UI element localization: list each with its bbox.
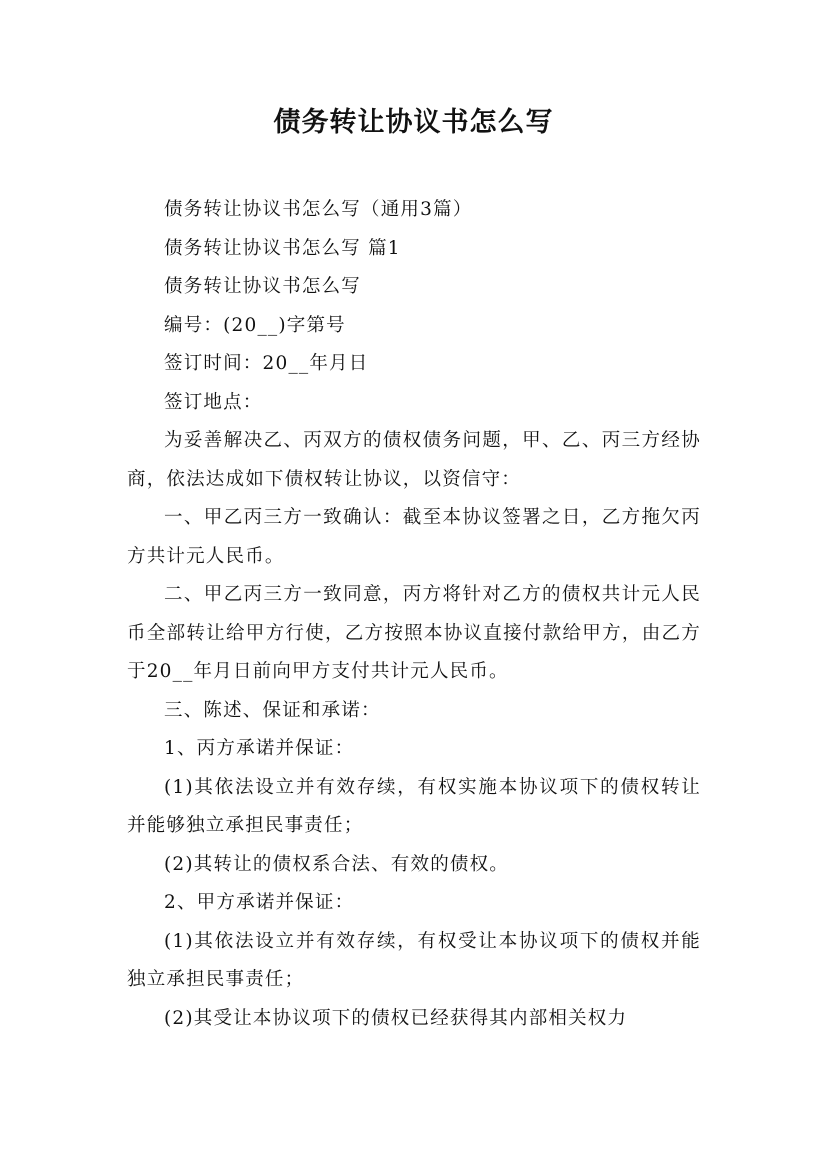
paragraph-clause-3: 三、陈述、保证和承诺： xyxy=(164,699,381,721)
paragraph-subtitle: 债务转让协议书怎么写（通用3篇） xyxy=(164,199,473,220)
paragraph-signing-place: 签订地点： xyxy=(164,391,263,413)
paragraph-agreement-name: 债务转让协议书怎么写 xyxy=(164,276,362,297)
document-body xyxy=(127,191,701,1038)
paragraph-clause-2: 二、甲乙丙三方一致同意，丙方将针对乙方的债权共计元人民币全部转让给甲方行使，乙方按照本协议直接付款给甲方，由乙方于20__年月日前向甲方支付共计元人民币。 xyxy=(127,584,701,682)
paragraph-preamble: 为妥善解决乙、丙双方的债权债务问题，甲、乙、丙三方经协商，依法达成如下债权转让协议，以资信守： xyxy=(127,430,701,490)
paragraph-party-a-item-2: (2)其受让本协议项下的债权已经获得其内部相关权力 xyxy=(164,1007,628,1029)
paragraph-number: 编号：(20__)字第号 xyxy=(164,314,346,336)
paragraph-party-c-promise: 1、丙方承诺并保证： xyxy=(164,738,355,759)
paragraph-party-c-item-1: (1)其依法设立并有效存续，有权实施本协议项下的债权转让并能够独立承担民事责任； xyxy=(127,776,701,836)
paragraph-party-a-promise: 2、甲方承诺并保证： xyxy=(164,892,355,913)
paragraph-article-heading: 债务转让协议书怎么写 篇1 xyxy=(164,237,401,259)
paragraph-party-c-item-2: (2)其转让的债权系合法、有效的债权。 xyxy=(164,853,510,875)
paragraph-signing-time: 签订时间：20__年月日 xyxy=(164,353,369,374)
paragraph-clause-1: 一、甲乙丙三方一致确认：截至本协议签署之日，乙方拖欠丙方共计元人民币。 xyxy=(127,507,701,567)
document-title: 债务转让协议书怎么写 xyxy=(273,107,554,138)
paragraph-party-a-item-1: (1)其依法设立并有效存续，有权受让本协议项下的债权并能独立承担民事责任； xyxy=(127,930,701,990)
